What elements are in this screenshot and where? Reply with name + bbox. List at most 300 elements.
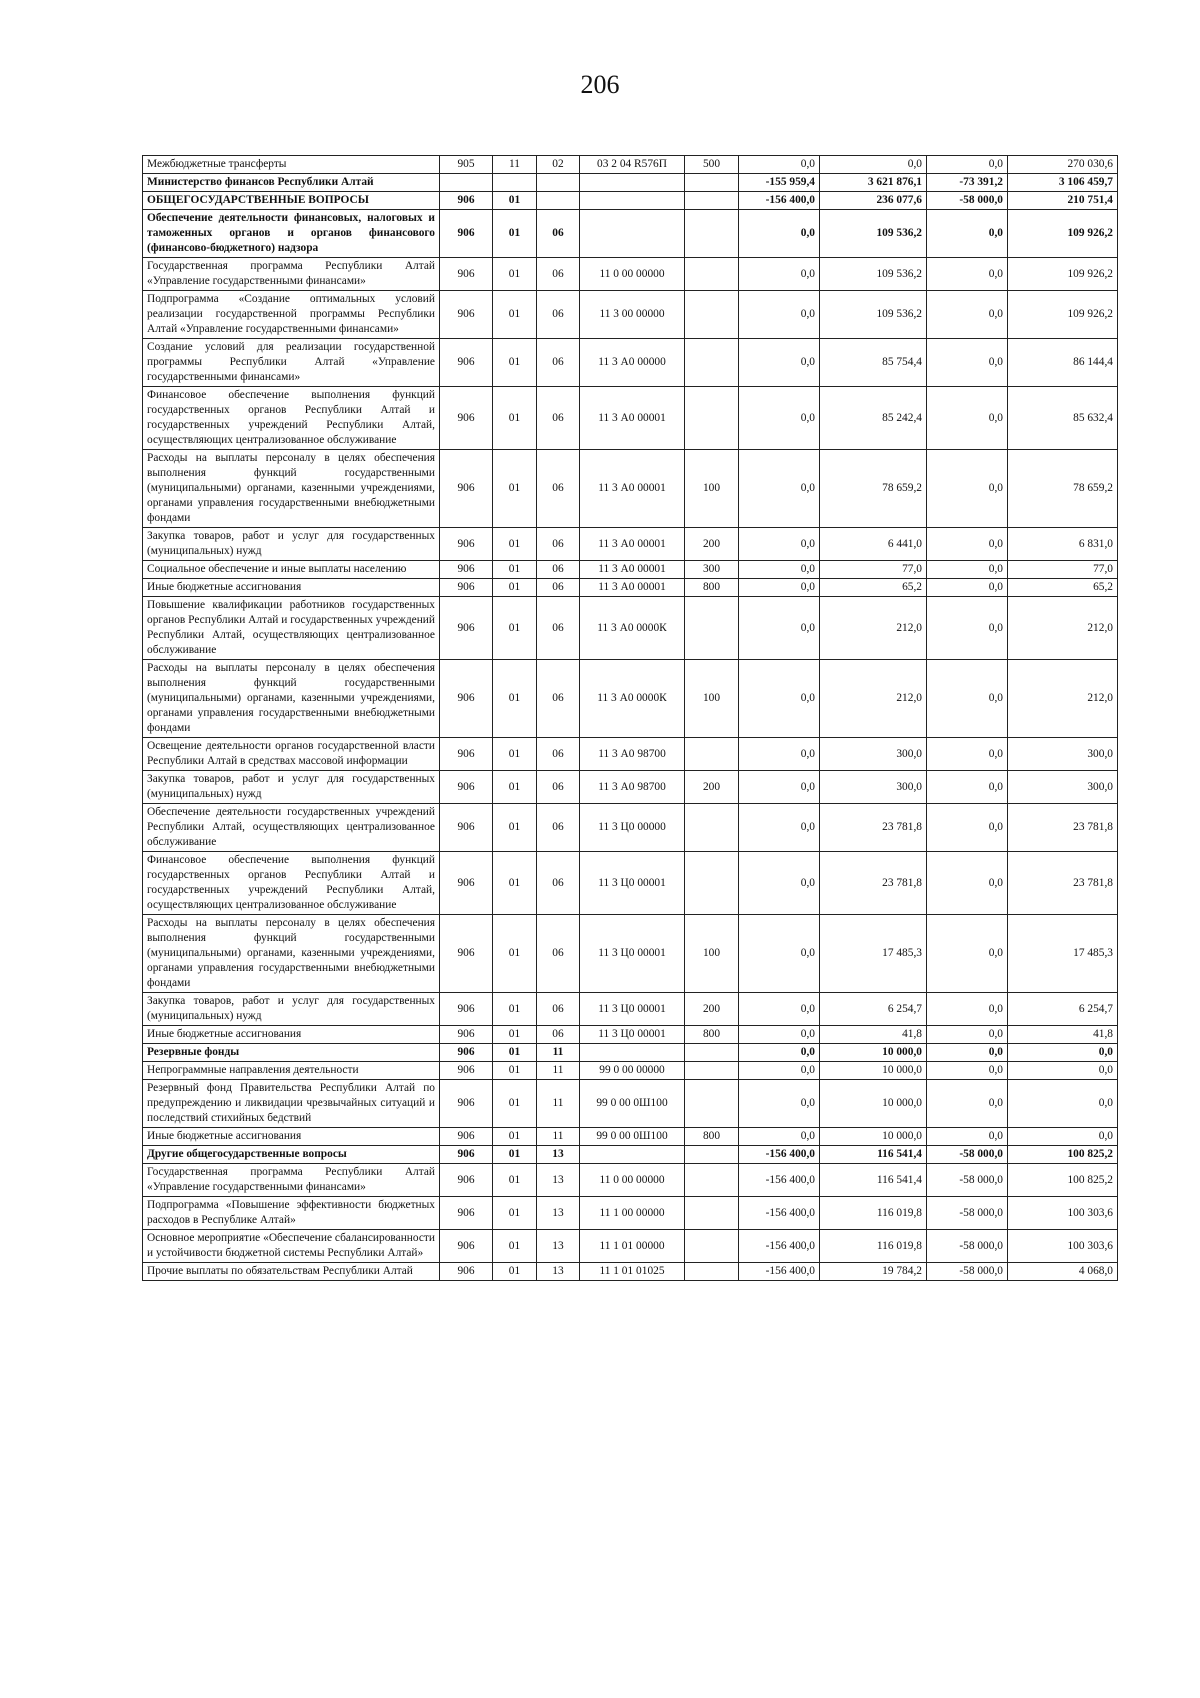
- amount-total-cell: 109 926,2: [1008, 210, 1118, 258]
- item-name-cell: Резервный фонд Правительства Республики Алтай по предупреждению и ликвидации чрезвычайных ситуаций и последствий стихийных бедствий: [143, 1080, 440, 1128]
- department-code-cell: 906: [440, 597, 493, 660]
- expense-type-code-cell: 200: [685, 993, 739, 1026]
- budget-table-body: [143, 156, 1118, 1281]
- table-row: [143, 993, 1118, 1026]
- target-item-code-cell: 11 1 01 01025: [580, 1263, 685, 1281]
- department-code-cell: 906: [440, 660, 493, 738]
- item-name-cell: Иные бюджетные ассигнования: [143, 1128, 440, 1146]
- subsection-code-cell: 06: [537, 561, 580, 579]
- expense-type-code-cell: [685, 1044, 739, 1062]
- amount-change-3-cell: 0,0: [927, 771, 1008, 804]
- amount-change-1-cell: -155 959,4: [739, 174, 820, 192]
- item-name-cell: Закупка товаров, работ и услуг для государственных (муниципальных) нужд: [143, 993, 440, 1026]
- amount-change-2-cell: 109 536,2: [820, 258, 927, 291]
- subsection-code-cell: 13: [537, 1164, 580, 1197]
- table-row: [143, 291, 1118, 339]
- table-row: [143, 1230, 1118, 1263]
- amount-change-1-cell: -156 400,0: [739, 1164, 820, 1197]
- amount-change-1-cell: 0,0: [739, 1080, 820, 1128]
- department-code-cell: 906: [440, 192, 493, 210]
- department-code-cell: 906: [440, 1026, 493, 1044]
- table-row: [143, 852, 1118, 915]
- subsection-code-cell: 06: [537, 450, 580, 528]
- item-name-cell: Закупка товаров, работ и услуг для государственных (муниципальных) нужд: [143, 771, 440, 804]
- item-name-cell: Государственная программа Республики Алтай «Управление государственными финансами»: [143, 1164, 440, 1197]
- target-item-code-cell: [580, 1146, 685, 1164]
- table-row: [143, 1026, 1118, 1044]
- amount-total-cell: 109 926,2: [1008, 291, 1118, 339]
- amount-change-1-cell: 0,0: [739, 804, 820, 852]
- item-name-cell: Повышение квалификации работников государственных органов Республики Алтай и государственных учреждений Республики Алтай, осуществляющих централизованное обслуживание: [143, 597, 440, 660]
- target-item-code-cell: 11 3 Ц0 00001: [580, 852, 685, 915]
- item-name-cell: Резервные фонды: [143, 1044, 440, 1062]
- section-code-cell: 01: [493, 597, 537, 660]
- department-code-cell: 905: [440, 156, 493, 174]
- amount-change-2-cell: 6 441,0: [820, 528, 927, 561]
- amount-total-cell: 109 926,2: [1008, 258, 1118, 291]
- amount-total-cell: 6 254,7: [1008, 993, 1118, 1026]
- target-item-code-cell: [580, 1044, 685, 1062]
- amount-change-3-cell: -58 000,0: [927, 1146, 1008, 1164]
- section-code-cell: 01: [493, 339, 537, 387]
- amount-total-cell: 212,0: [1008, 660, 1118, 738]
- expense-type-code-cell: 300: [685, 561, 739, 579]
- expense-type-code-cell: [685, 1062, 739, 1080]
- target-item-code-cell: 11 3 А0 0000К: [580, 597, 685, 660]
- subsection-code-cell: 06: [537, 579, 580, 597]
- amount-change-2-cell: 23 781,8: [820, 804, 927, 852]
- expense-type-code-cell: [685, 192, 739, 210]
- target-item-code-cell: 11 3 Ц0 00000: [580, 804, 685, 852]
- item-name-cell: Расходы на выплаты персоналу в целях обеспечения выполнения функций государственными (муниципальными) органами, казенными учреждениями, органами управления государственными внебюджетными фондами: [143, 915, 440, 993]
- amount-change-1-cell: 0,0: [739, 579, 820, 597]
- item-name-cell: Непрограммные направления деятельности: [143, 1062, 440, 1080]
- table-row: [143, 528, 1118, 561]
- amount-change-2-cell: 77,0: [820, 561, 927, 579]
- amount-total-cell: 23 781,8: [1008, 852, 1118, 915]
- target-item-code-cell: 11 3 Ц0 00001: [580, 1026, 685, 1044]
- item-name-cell: Обеспечение деятельности государственных учреждений Республики Алтай, осуществляющих централизованное обслуживание: [143, 804, 440, 852]
- subsection-code-cell: 11: [537, 1044, 580, 1062]
- table-row: [143, 258, 1118, 291]
- department-code-cell: 906: [440, 1146, 493, 1164]
- amount-change-1-cell: -156 400,0: [739, 1230, 820, 1263]
- amount-change-1-cell: 0,0: [739, 1044, 820, 1062]
- item-name-cell: Расходы на выплаты персоналу в целях обеспечения выполнения функций государственными (муниципальными) органами, казенными учреждениями, органами управления государственными внебюджетными фондами: [143, 660, 440, 738]
- amount-change-2-cell: 116 541,4: [820, 1146, 927, 1164]
- table-row: [143, 915, 1118, 993]
- amount-change-2-cell: 300,0: [820, 738, 927, 771]
- subsection-code-cell: 06: [537, 597, 580, 660]
- amount-total-cell: 23 781,8: [1008, 804, 1118, 852]
- section-code-cell: 01: [493, 915, 537, 993]
- amount-change-3-cell: 0,0: [927, 561, 1008, 579]
- table-row: [143, 597, 1118, 660]
- amount-total-cell: 100 825,2: [1008, 1164, 1118, 1197]
- amount-total-cell: 77,0: [1008, 561, 1118, 579]
- amount-change-3-cell: -58 000,0: [927, 1263, 1008, 1281]
- amount-total-cell: 100 825,2: [1008, 1146, 1118, 1164]
- department-code-cell: 906: [440, 1230, 493, 1263]
- department-code-cell: 906: [440, 258, 493, 291]
- amount-change-1-cell: 0,0: [739, 1128, 820, 1146]
- section-code-cell: 01: [493, 579, 537, 597]
- amount-change-2-cell: 236 077,6: [820, 192, 927, 210]
- item-name-cell: Расходы на выплаты персоналу в целях обеспечения выполнения функций государственными (муниципальными) органами, казенными учреждениями, органами управления государственными внебюджетными фондами: [143, 450, 440, 528]
- amount-change-2-cell: 85 242,4: [820, 387, 927, 450]
- amount-change-1-cell: 0,0: [739, 528, 820, 561]
- table-row: [143, 660, 1118, 738]
- expense-type-code-cell: [685, 174, 739, 192]
- department-code-cell: 906: [440, 771, 493, 804]
- table-row: [143, 339, 1118, 387]
- subsection-code-cell: 13: [537, 1263, 580, 1281]
- item-name-cell: Подпрограмма «Повышение эффективности бюджетных расходов в Республике Алтай»: [143, 1197, 440, 1230]
- amount-change-3-cell: 0,0: [927, 156, 1008, 174]
- amount-total-cell: 100 303,6: [1008, 1197, 1118, 1230]
- target-item-code-cell: 11 3 А0 00001: [580, 387, 685, 450]
- item-name-cell: Финансовое обеспечение выполнения функций государственных органов Республики Алтай и государственных учреждений Республики Алтай, осуществляющих централизованное обслуживание: [143, 852, 440, 915]
- expense-type-code-cell: 100: [685, 450, 739, 528]
- amount-change-2-cell: 212,0: [820, 597, 927, 660]
- section-code-cell: 01: [493, 192, 537, 210]
- amount-change-3-cell: 0,0: [927, 993, 1008, 1026]
- expense-type-code-cell: 100: [685, 660, 739, 738]
- amount-change-1-cell: 0,0: [739, 993, 820, 1026]
- target-item-code-cell: 11 3 Ц0 00001: [580, 993, 685, 1026]
- target-item-code-cell: 11 0 00 00000: [580, 258, 685, 291]
- item-name-cell: Иные бюджетные ассигнования: [143, 579, 440, 597]
- target-item-code-cell: 11 3 А0 00001: [580, 561, 685, 579]
- expense-type-code-cell: [685, 210, 739, 258]
- department-code-cell: 906: [440, 1062, 493, 1080]
- target-item-code-cell: 11 3 А0 00001: [580, 528, 685, 561]
- amount-change-2-cell: 6 254,7: [820, 993, 927, 1026]
- table-row: [143, 1044, 1118, 1062]
- section-code-cell: 01: [493, 993, 537, 1026]
- department-code-cell: 906: [440, 291, 493, 339]
- target-item-code-cell: [580, 210, 685, 258]
- item-name-cell: Обеспечение деятельности финансовых, налоговых и таможенных органов и органов финансового (финансово-бюджетного) надзора: [143, 210, 440, 258]
- target-item-code-cell: 11 0 00 00000: [580, 1164, 685, 1197]
- amount-total-cell: 4 068,0: [1008, 1263, 1118, 1281]
- expense-type-code-cell: [685, 1263, 739, 1281]
- subsection-code-cell: 06: [537, 1026, 580, 1044]
- amount-change-2-cell: 10 000,0: [820, 1080, 927, 1128]
- amount-change-3-cell: 0,0: [927, 1062, 1008, 1080]
- expense-type-code-cell: 200: [685, 528, 739, 561]
- item-name-cell: ОБЩЕГОСУДАРСТВЕННЫЕ ВОПРОСЫ: [143, 192, 440, 210]
- table-row: [143, 738, 1118, 771]
- amount-change-2-cell: 109 536,2: [820, 210, 927, 258]
- table-row: [143, 387, 1118, 450]
- subsection-code-cell: 06: [537, 660, 580, 738]
- department-code-cell: 906: [440, 804, 493, 852]
- amount-change-3-cell: 0,0: [927, 258, 1008, 291]
- amount-change-2-cell: 10 000,0: [820, 1128, 927, 1146]
- amount-change-3-cell: 0,0: [927, 528, 1008, 561]
- amount-total-cell: 85 632,4: [1008, 387, 1118, 450]
- department-code-cell: 906: [440, 528, 493, 561]
- amount-change-2-cell: 65,2: [820, 579, 927, 597]
- amount-change-1-cell: 0,0: [739, 852, 820, 915]
- section-code-cell: 01: [493, 1230, 537, 1263]
- subsection-code-cell: 06: [537, 915, 580, 993]
- amount-change-2-cell: 78 659,2: [820, 450, 927, 528]
- section-code-cell: 01: [493, 387, 537, 450]
- amount-change-3-cell: 0,0: [927, 1128, 1008, 1146]
- amount-change-3-cell: 0,0: [927, 387, 1008, 450]
- amount-change-2-cell: 3 621 876,1: [820, 174, 927, 192]
- department-code-cell: 906: [440, 387, 493, 450]
- amount-change-1-cell: -156 400,0: [739, 1263, 820, 1281]
- budget-table: [142, 155, 1118, 1281]
- amount-change-2-cell: 0,0: [820, 156, 927, 174]
- item-name-cell: Основное мероприятие «Обеспечение сбалансированности и устойчивости бюджетной системы Республики Алтай»: [143, 1230, 440, 1263]
- amount-change-3-cell: 0,0: [927, 1044, 1008, 1062]
- expense-type-code-cell: 800: [685, 579, 739, 597]
- amount-change-3-cell: -58 000,0: [927, 1197, 1008, 1230]
- amount-change-2-cell: 116 019,8: [820, 1230, 927, 1263]
- section-code-cell: 01: [493, 291, 537, 339]
- subsection-code-cell: 11: [537, 1128, 580, 1146]
- amount-change-1-cell: 0,0: [739, 387, 820, 450]
- section-code-cell: [493, 174, 537, 192]
- department-code-cell: 906: [440, 1164, 493, 1197]
- section-code-cell: 01: [493, 804, 537, 852]
- expense-type-code-cell: [685, 597, 739, 660]
- target-item-code-cell: 99 0 00 00000: [580, 1062, 685, 1080]
- department-code-cell: 906: [440, 561, 493, 579]
- table-row: [143, 192, 1118, 210]
- department-code-cell: 906: [440, 738, 493, 771]
- section-code-cell: 01: [493, 1146, 537, 1164]
- amount-change-3-cell: 0,0: [927, 579, 1008, 597]
- amount-change-3-cell: 0,0: [927, 291, 1008, 339]
- subsection-code-cell: 06: [537, 852, 580, 915]
- amount-total-cell: 17 485,3: [1008, 915, 1118, 993]
- amount-change-1-cell: -156 400,0: [739, 1197, 820, 1230]
- amount-change-2-cell: 10 000,0: [820, 1044, 927, 1062]
- item-name-cell: Создание условий для реализации государственной программы Республики Алтай «Управление государственными финансами»: [143, 339, 440, 387]
- department-code-cell: 906: [440, 1197, 493, 1230]
- expense-type-code-cell: [685, 852, 739, 915]
- subsection-code-cell: 06: [537, 258, 580, 291]
- department-code-cell: 906: [440, 1044, 493, 1062]
- item-name-cell: Межбюджетные трансферты: [143, 156, 440, 174]
- department-code-cell: 906: [440, 210, 493, 258]
- target-item-code-cell: 11 3 А0 00001: [580, 450, 685, 528]
- target-item-code-cell: 11 3 Ц0 00001: [580, 915, 685, 993]
- subsection-code-cell: 06: [537, 210, 580, 258]
- amount-change-1-cell: 0,0: [739, 561, 820, 579]
- item-name-cell: Министерство финансов Республики Алтай: [143, 174, 440, 192]
- section-code-cell: 01: [493, 528, 537, 561]
- amount-total-cell: 0,0: [1008, 1062, 1118, 1080]
- amount-change-3-cell: 0,0: [927, 450, 1008, 528]
- section-code-cell: 01: [493, 258, 537, 291]
- section-code-cell: 01: [493, 210, 537, 258]
- amount-change-3-cell: -58 000,0: [927, 192, 1008, 210]
- amount-change-1-cell: 0,0: [739, 660, 820, 738]
- subsection-code-cell: 02: [537, 156, 580, 174]
- amount-change-3-cell: 0,0: [927, 597, 1008, 660]
- amount-change-3-cell: 0,0: [927, 852, 1008, 915]
- target-item-code-cell: 11 3 А0 00000: [580, 339, 685, 387]
- expense-type-code-cell: [685, 258, 739, 291]
- target-item-code-cell: 03 2 04 R576П: [580, 156, 685, 174]
- amount-total-cell: 210 751,4: [1008, 192, 1118, 210]
- subsection-code-cell: 06: [537, 738, 580, 771]
- item-name-cell: Прочие выплаты по обязательствам Республики Алтай: [143, 1263, 440, 1281]
- expense-type-code-cell: [685, 1197, 739, 1230]
- expense-type-code-cell: [685, 339, 739, 387]
- amount-total-cell: 41,8: [1008, 1026, 1118, 1044]
- table-row: [143, 1146, 1118, 1164]
- table-row: [143, 1080, 1118, 1128]
- target-item-code-cell: 11 1 00 00000: [580, 1197, 685, 1230]
- subsection-code-cell: 06: [537, 771, 580, 804]
- amount-change-1-cell: 0,0: [739, 915, 820, 993]
- subsection-code-cell: 06: [537, 291, 580, 339]
- section-code-cell: 01: [493, 450, 537, 528]
- page-number: 206: [580, 70, 620, 99]
- amount-change-2-cell: 300,0: [820, 771, 927, 804]
- amount-change-3-cell: 0,0: [927, 210, 1008, 258]
- target-item-code-cell: [580, 174, 685, 192]
- department-code-cell: 906: [440, 993, 493, 1026]
- amount-change-3-cell: 0,0: [927, 660, 1008, 738]
- target-item-code-cell: 11 3 А0 98700: [580, 738, 685, 771]
- department-code-cell: [440, 174, 493, 192]
- subsection-code-cell: 06: [537, 993, 580, 1026]
- target-item-code-cell: [580, 192, 685, 210]
- amount-change-1-cell: 0,0: [739, 597, 820, 660]
- amount-total-cell: 0,0: [1008, 1080, 1118, 1128]
- subsection-code-cell: 13: [537, 1197, 580, 1230]
- amount-change-3-cell: 0,0: [927, 1080, 1008, 1128]
- table-row: [143, 804, 1118, 852]
- subsection-code-cell: [537, 174, 580, 192]
- expense-type-code-cell: [685, 1080, 739, 1128]
- department-code-cell: 906: [440, 450, 493, 528]
- amount-change-3-cell: -73 391,2: [927, 174, 1008, 192]
- amount-change-1-cell: 0,0: [739, 339, 820, 387]
- amount-change-2-cell: 41,8: [820, 1026, 927, 1044]
- target-item-code-cell: 11 3 А0 98700: [580, 771, 685, 804]
- section-code-cell: 01: [493, 1026, 537, 1044]
- expense-type-code-cell: [685, 1230, 739, 1263]
- amount-total-cell: 270 030,6: [1008, 156, 1118, 174]
- amount-change-2-cell: 116 019,8: [820, 1197, 927, 1230]
- amount-total-cell: 300,0: [1008, 771, 1118, 804]
- subsection-code-cell: 11: [537, 1062, 580, 1080]
- department-code-cell: 906: [440, 852, 493, 915]
- table-row: [143, 1263, 1118, 1281]
- amount-change-1-cell: 0,0: [739, 1062, 820, 1080]
- item-name-cell: Освещение деятельности органов государственной власти Республики Алтай в средствах массовой информации: [143, 738, 440, 771]
- amount-total-cell: 86 144,4: [1008, 339, 1118, 387]
- amount-change-2-cell: 109 536,2: [820, 291, 927, 339]
- amount-change-2-cell: 23 781,8: [820, 852, 927, 915]
- section-code-cell: 01: [493, 1044, 537, 1062]
- amount-total-cell: 65,2: [1008, 579, 1118, 597]
- section-code-cell: 01: [493, 1164, 537, 1197]
- expense-type-code-cell: [685, 738, 739, 771]
- amount-total-cell: 78 659,2: [1008, 450, 1118, 528]
- subsection-code-cell: 06: [537, 528, 580, 561]
- subsection-code-cell: 06: [537, 339, 580, 387]
- department-code-cell: 906: [440, 1080, 493, 1128]
- amount-total-cell: 212,0: [1008, 597, 1118, 660]
- target-item-code-cell: 99 0 00 0Ш100: [580, 1080, 685, 1128]
- amount-change-1-cell: 0,0: [739, 258, 820, 291]
- amount-change-3-cell: -58 000,0: [927, 1164, 1008, 1197]
- section-code-cell: 01: [493, 852, 537, 915]
- table-row: [143, 210, 1118, 258]
- expense-type-code-cell: [685, 291, 739, 339]
- amount-change-3-cell: 0,0: [927, 339, 1008, 387]
- department-code-cell: 906: [440, 1128, 493, 1146]
- item-name-cell: Закупка товаров, работ и услуг для государственных (муниципальных) нужд: [143, 528, 440, 561]
- subsection-code-cell: 13: [537, 1230, 580, 1263]
- amount-change-3-cell: 0,0: [927, 915, 1008, 993]
- section-code-cell: 01: [493, 771, 537, 804]
- department-code-cell: 906: [440, 339, 493, 387]
- amount-change-3-cell: 0,0: [927, 1026, 1008, 1044]
- table-row: [143, 1164, 1118, 1197]
- section-code-cell: 01: [493, 660, 537, 738]
- expense-type-code-cell: 500: [685, 156, 739, 174]
- target-item-code-cell: 11 3 А0 0000К: [580, 660, 685, 738]
- expense-type-code-cell: [685, 1164, 739, 1197]
- amount-change-3-cell: 0,0: [927, 804, 1008, 852]
- expense-type-code-cell: [685, 387, 739, 450]
- expense-type-code-cell: 800: [685, 1026, 739, 1044]
- amount-change-1-cell: 0,0: [739, 738, 820, 771]
- table-row: [143, 156, 1118, 174]
- subsection-code-cell: 13: [537, 1146, 580, 1164]
- item-name-cell: Иные бюджетные ассигнования: [143, 1026, 440, 1044]
- section-code-cell: 01: [493, 1062, 537, 1080]
- amount-change-1-cell: -156 400,0: [739, 192, 820, 210]
- table-row: [143, 174, 1118, 192]
- expense-type-code-cell: 200: [685, 771, 739, 804]
- item-name-cell: Государственная программа Республики Алтай «Управление государственными финансами»: [143, 258, 440, 291]
- target-item-code-cell: 11 1 01 00000: [580, 1230, 685, 1263]
- amount-change-2-cell: 212,0: [820, 660, 927, 738]
- table-row: [143, 1128, 1118, 1146]
- item-name-cell: Подпрограмма «Создание оптимальных условий реализации государственной программы Республики Алтай «Управление государственными финансами»: [143, 291, 440, 339]
- table-row: [143, 450, 1118, 528]
- amount-change-1-cell: 0,0: [739, 291, 820, 339]
- subsection-code-cell: 06: [537, 804, 580, 852]
- section-code-cell: 01: [493, 1263, 537, 1281]
- department-code-cell: 906: [440, 579, 493, 597]
- amount-total-cell: 0,0: [1008, 1128, 1118, 1146]
- section-code-cell: 11: [493, 156, 537, 174]
- amount-change-1-cell: 0,0: [739, 156, 820, 174]
- department-code-cell: 906: [440, 915, 493, 993]
- amount-change-2-cell: 19 784,2: [820, 1263, 927, 1281]
- amount-change-1-cell: 0,0: [739, 1026, 820, 1044]
- amount-change-2-cell: 17 485,3: [820, 915, 927, 993]
- table-row: [143, 1062, 1118, 1080]
- expense-type-code-cell: 100: [685, 915, 739, 993]
- item-name-cell: Финансовое обеспечение выполнения функций государственных органов Республики Алтай и государственных учреждений Республики Алтай, осуществляющих централизованное обслуживание: [143, 387, 440, 450]
- amount-change-1-cell: 0,0: [739, 771, 820, 804]
- amount-change-1-cell: 0,0: [739, 450, 820, 528]
